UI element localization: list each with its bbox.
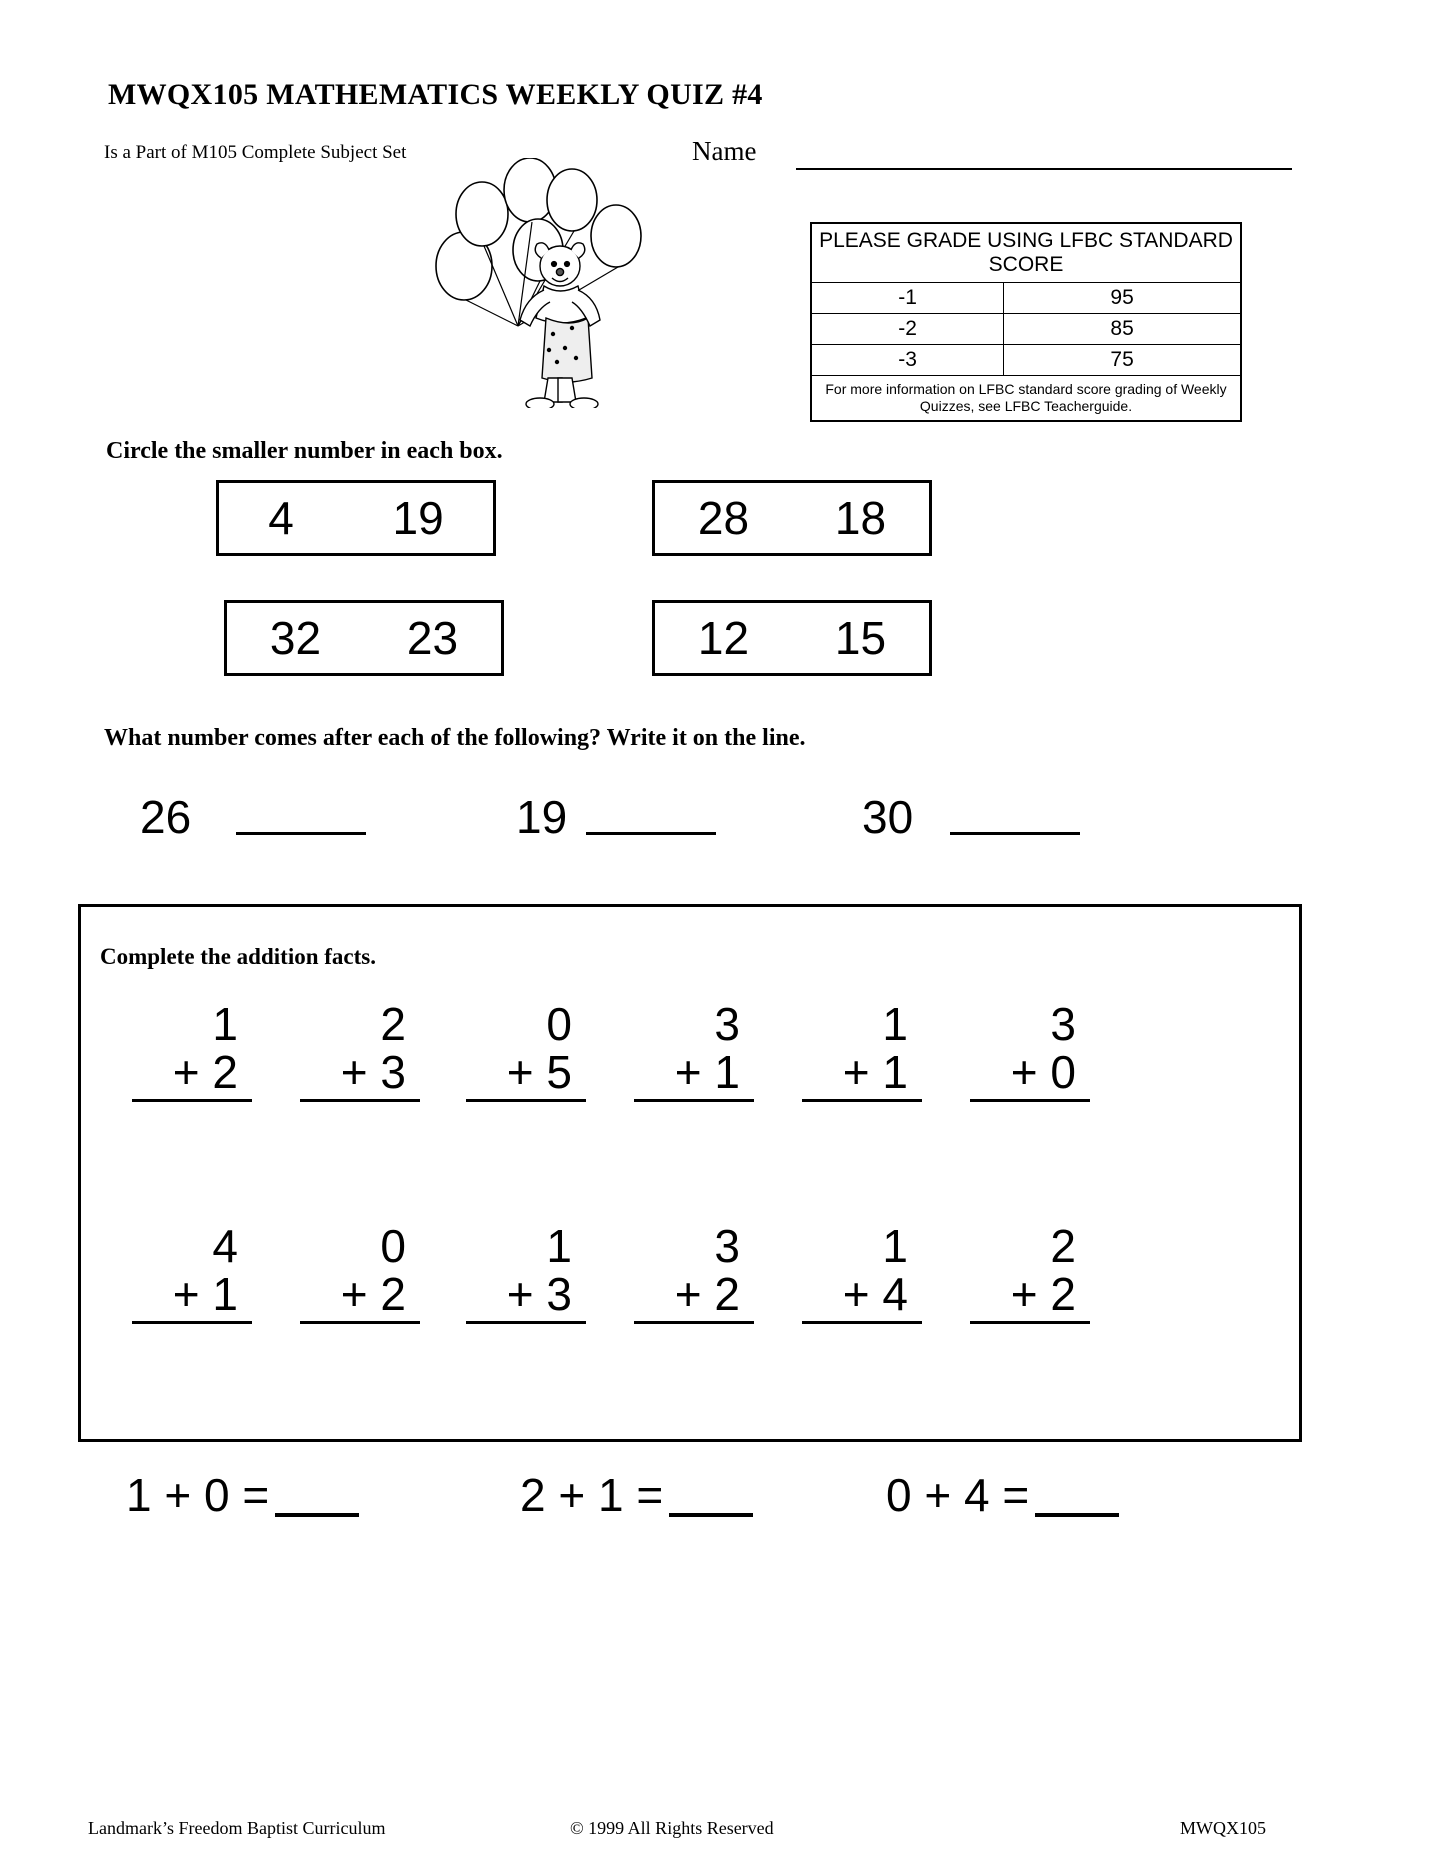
addend-top: 3 (1050, 998, 1076, 1050)
page-footer (0, 1790, 1445, 1870)
grade-deduction: -2 (811, 314, 1004, 345)
addition-fact-r2c6[interactable] (970, 1222, 1090, 1324)
addend-bottom: + 2 (132, 1048, 252, 1101)
number-box-1-left[interactable]: 4 (268, 492, 294, 544)
addition-fact-r1c1[interactable] (132, 1000, 252, 1102)
comes-after-number-1: 26 (140, 791, 192, 843)
horizontal-fact-2-expression: 2 + 1 = (520, 1469, 664, 1521)
grade-score: 75 (1004, 345, 1241, 376)
addend-bottom: + 5 (466, 1048, 586, 1101)
addition-fact-r2c4[interactable] (634, 1222, 754, 1324)
grading-scale-table (810, 222, 1242, 422)
addend-top: 0 (546, 998, 572, 1050)
addend-top: 3 (714, 1220, 740, 1272)
addend-top: 3 (714, 998, 740, 1050)
addend-bottom: + 2 (970, 1270, 1090, 1323)
addition-fact-r1c4[interactable] (634, 1000, 754, 1102)
addend-bottom: + 1 (132, 1270, 252, 1323)
number-box-4-right[interactable]: 15 (834, 612, 887, 664)
addend-top: 2 (380, 998, 406, 1050)
number-box-2-right[interactable]: 18 (834, 492, 887, 544)
number-box-3-right[interactable]: 23 (406, 612, 459, 664)
instruction-circle-smaller: Circle the smaller number in each box. (106, 438, 503, 464)
name-label: Name (692, 136, 757, 166)
number-box-2[interactable] (652, 480, 932, 556)
addend-top: 1 (882, 998, 908, 1050)
grade-deduction: -1 (811, 283, 1004, 314)
grade-score: 95 (1004, 283, 1241, 314)
number-box-4-left[interactable]: 12 (697, 612, 750, 664)
addend-bottom: + 4 (802, 1270, 922, 1323)
horizontal-fact-3-expression: 0 + 4 = (886, 1469, 1030, 1521)
page-title: MWQX105 MATHEMATICS WEEKLY QUIZ #4 (108, 78, 763, 111)
addition-fact-r2c3[interactable] (466, 1222, 586, 1324)
number-box-1-right[interactable]: 19 (392, 492, 444, 544)
subject-set-note: Is a Part of M105 Complete Subject Set (104, 142, 407, 163)
horizontal-fact-1-answer-blank[interactable] (275, 1513, 359, 1517)
footer-doc-code: MWQX105 (1180, 1818, 1266, 1838)
table-row (811, 283, 1241, 314)
addition-fact-r1c6[interactable] (970, 1000, 1090, 1102)
addend-bottom: + 0 (970, 1048, 1090, 1101)
addend-bottom: + 2 (300, 1270, 420, 1323)
comes-after-number-2: 19 (516, 791, 568, 843)
table-row (811, 345, 1241, 376)
comes-after-answer-line-3[interactable] (950, 832, 1080, 835)
horizontal-fact-2[interactable] (520, 1468, 753, 1522)
comes-after-answer-line-2[interactable] (586, 832, 716, 835)
horizontal-fact-1-expression: 1 + 0 = (126, 1469, 270, 1521)
addend-top: 4 (212, 1220, 238, 1272)
addend-bottom: + 3 (466, 1270, 586, 1323)
addend-top: 1 (546, 1220, 572, 1272)
grade-table-note: For more information on LFBC standard score grading of Weekly Quizzes, see LFBC Teacherguide. (811, 376, 1241, 421)
number-box-2-left[interactable]: 28 (697, 492, 750, 544)
addition-fact-r1c5[interactable] (802, 1000, 922, 1102)
grade-table-heading: PLEASE GRADE USING LFBC STANDARD SCORE (811, 223, 1241, 283)
grade-deduction: -3 (811, 345, 1004, 376)
table-row (811, 314, 1241, 345)
grade-score: 85 (1004, 314, 1241, 345)
number-box-3-left[interactable]: 32 (269, 612, 322, 664)
addend-top: 1 (212, 998, 238, 1050)
number-box-1[interactable] (216, 480, 496, 556)
addition-fact-r1c2[interactable] (300, 1000, 420, 1102)
addition-fact-r1c3[interactable] (466, 1000, 586, 1102)
footer-copyright: © 1999 All Rights Reserved (570, 1818, 774, 1838)
addition-facts-panel (78, 904, 1302, 1442)
comes-after-answer-line-1[interactable] (236, 832, 366, 835)
addend-bottom: + 1 (802, 1048, 922, 1101)
footer-publisher: Landmark’s Freedom Baptist Curriculum (88, 1818, 386, 1838)
addend-bottom: + 2 (634, 1270, 754, 1323)
addend-bottom: + 1 (634, 1048, 754, 1101)
instruction-comes-after: What number comes after each of the following? Write it on the line. (104, 725, 806, 751)
horizontal-fact-1[interactable] (126, 1468, 359, 1522)
horizontal-fact-2-answer-blank[interactable] (669, 1513, 753, 1517)
number-box-3[interactable] (224, 600, 504, 676)
addition-fact-r2c1[interactable] (132, 1222, 252, 1324)
addition-fact-r2c2[interactable] (300, 1222, 420, 1324)
comes-after-number-3: 30 (862, 791, 914, 843)
number-box-4[interactable] (652, 600, 932, 676)
addition-fact-r2c5[interactable] (802, 1222, 922, 1324)
addend-bottom: + 3 (300, 1048, 420, 1101)
addend-top: 0 (380, 1220, 406, 1272)
clown-with-balloons-illustration (420, 158, 680, 408)
name-write-line[interactable] (796, 168, 1292, 170)
addend-top: 1 (882, 1220, 908, 1272)
instruction-addition-facts: Complete the addition facts. (100, 944, 376, 969)
horizontal-fact-3[interactable] (886, 1468, 1119, 1522)
horizontal-fact-3-answer-blank[interactable] (1035, 1513, 1119, 1517)
addend-top: 2 (1050, 1220, 1076, 1272)
